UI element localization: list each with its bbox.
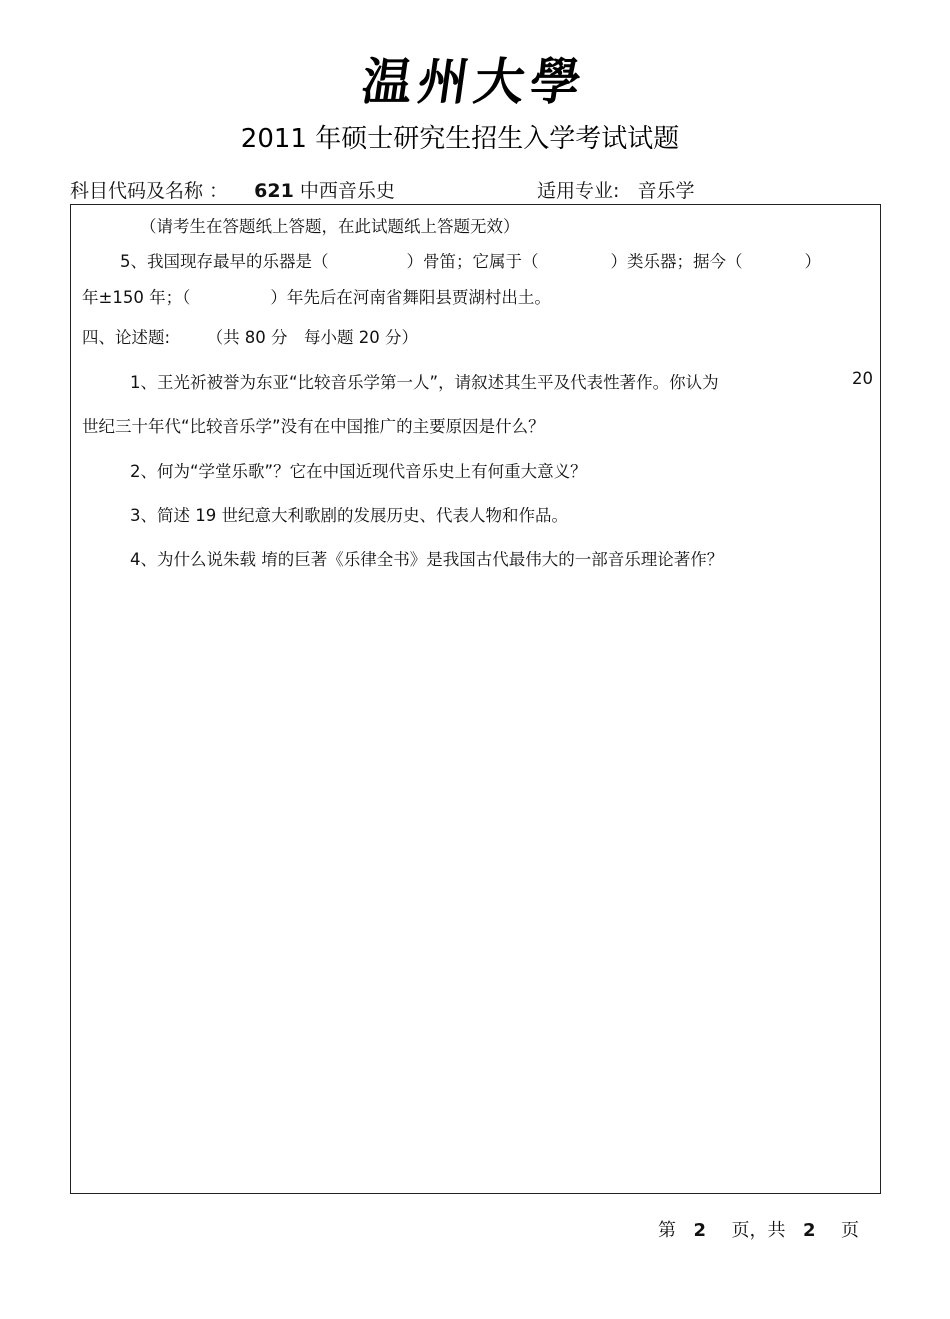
answer-notice: （请考生在答题纸上答题，在此试题纸上答题无效） bbox=[140, 217, 520, 236]
subject-code: 621 bbox=[254, 180, 294, 202]
essay-2: 2、何为“学堂乐歌”？它在中国近现代音乐史上有何重大意义？ bbox=[130, 462, 587, 481]
essay-3: 3、简述 19 世纪意大利歌剧的发展历史、代表人物和作品。 bbox=[130, 506, 568, 525]
university-logo: 温州大學 bbox=[358, 52, 591, 111]
q5-part-6: ）年先后在河南省舞阳县贾湖村出土。 bbox=[270, 288, 551, 307]
essay-1-line-1: 1、王光祈被誉为东亚“比较音乐学第一人”，请叙述其生平及代表性著作。你认为 bbox=[130, 373, 719, 392]
section-4-heading bbox=[82, 324, 418, 348]
major-line bbox=[537, 176, 695, 203]
total-pages: 2 bbox=[802, 1220, 816, 1241]
section-4-title: 四、论述题: bbox=[82, 328, 171, 347]
question-frame bbox=[70, 204, 881, 1194]
q5-part-3: ）类乐器；据今（ bbox=[610, 252, 743, 271]
question-5-line-1 bbox=[120, 248, 821, 272]
page-indicator bbox=[658, 1216, 859, 1242]
pager-middle: 页，共 bbox=[731, 1220, 786, 1241]
essay-1-line-2: 世纪三十年代“比较音乐学”没有在中国推广的主要原因是什么？ bbox=[82, 417, 545, 436]
q5-part-4: ） bbox=[804, 252, 821, 271]
q5-part-2: ）骨笛；它属于（ bbox=[406, 252, 539, 271]
essay-1-number: 20 bbox=[852, 369, 873, 388]
pager-suffix: 页 bbox=[840, 1220, 859, 1241]
subject-line bbox=[70, 176, 395, 203]
section-4-score: （共 80 分 每小题 20 分） bbox=[206, 328, 419, 347]
subject-name: 中西音乐史 bbox=[299, 180, 395, 202]
question-5-line-2 bbox=[82, 284, 551, 308]
major-label: 适用专业: bbox=[537, 180, 620, 202]
subject-label: 科目代码及名称 ： bbox=[70, 180, 229, 202]
q5-part-5: 年±150 年；（ bbox=[82, 288, 191, 307]
major-value: 音乐学 bbox=[637, 180, 695, 202]
q5-part-1: 5、我国现存最早的乐器是（ bbox=[120, 252, 329, 271]
exam-title: 2011 年硕士研究生招生入学考试试题 bbox=[240, 124, 680, 154]
pager-prefix: 第 bbox=[658, 1220, 676, 1241]
current-page: 2 bbox=[693, 1220, 706, 1241]
essay-4: 4、为什么说朱载 堉的巨著《乐律全书》是我国古代最伟大的一部音乐理论著作？ bbox=[130, 550, 724, 569]
